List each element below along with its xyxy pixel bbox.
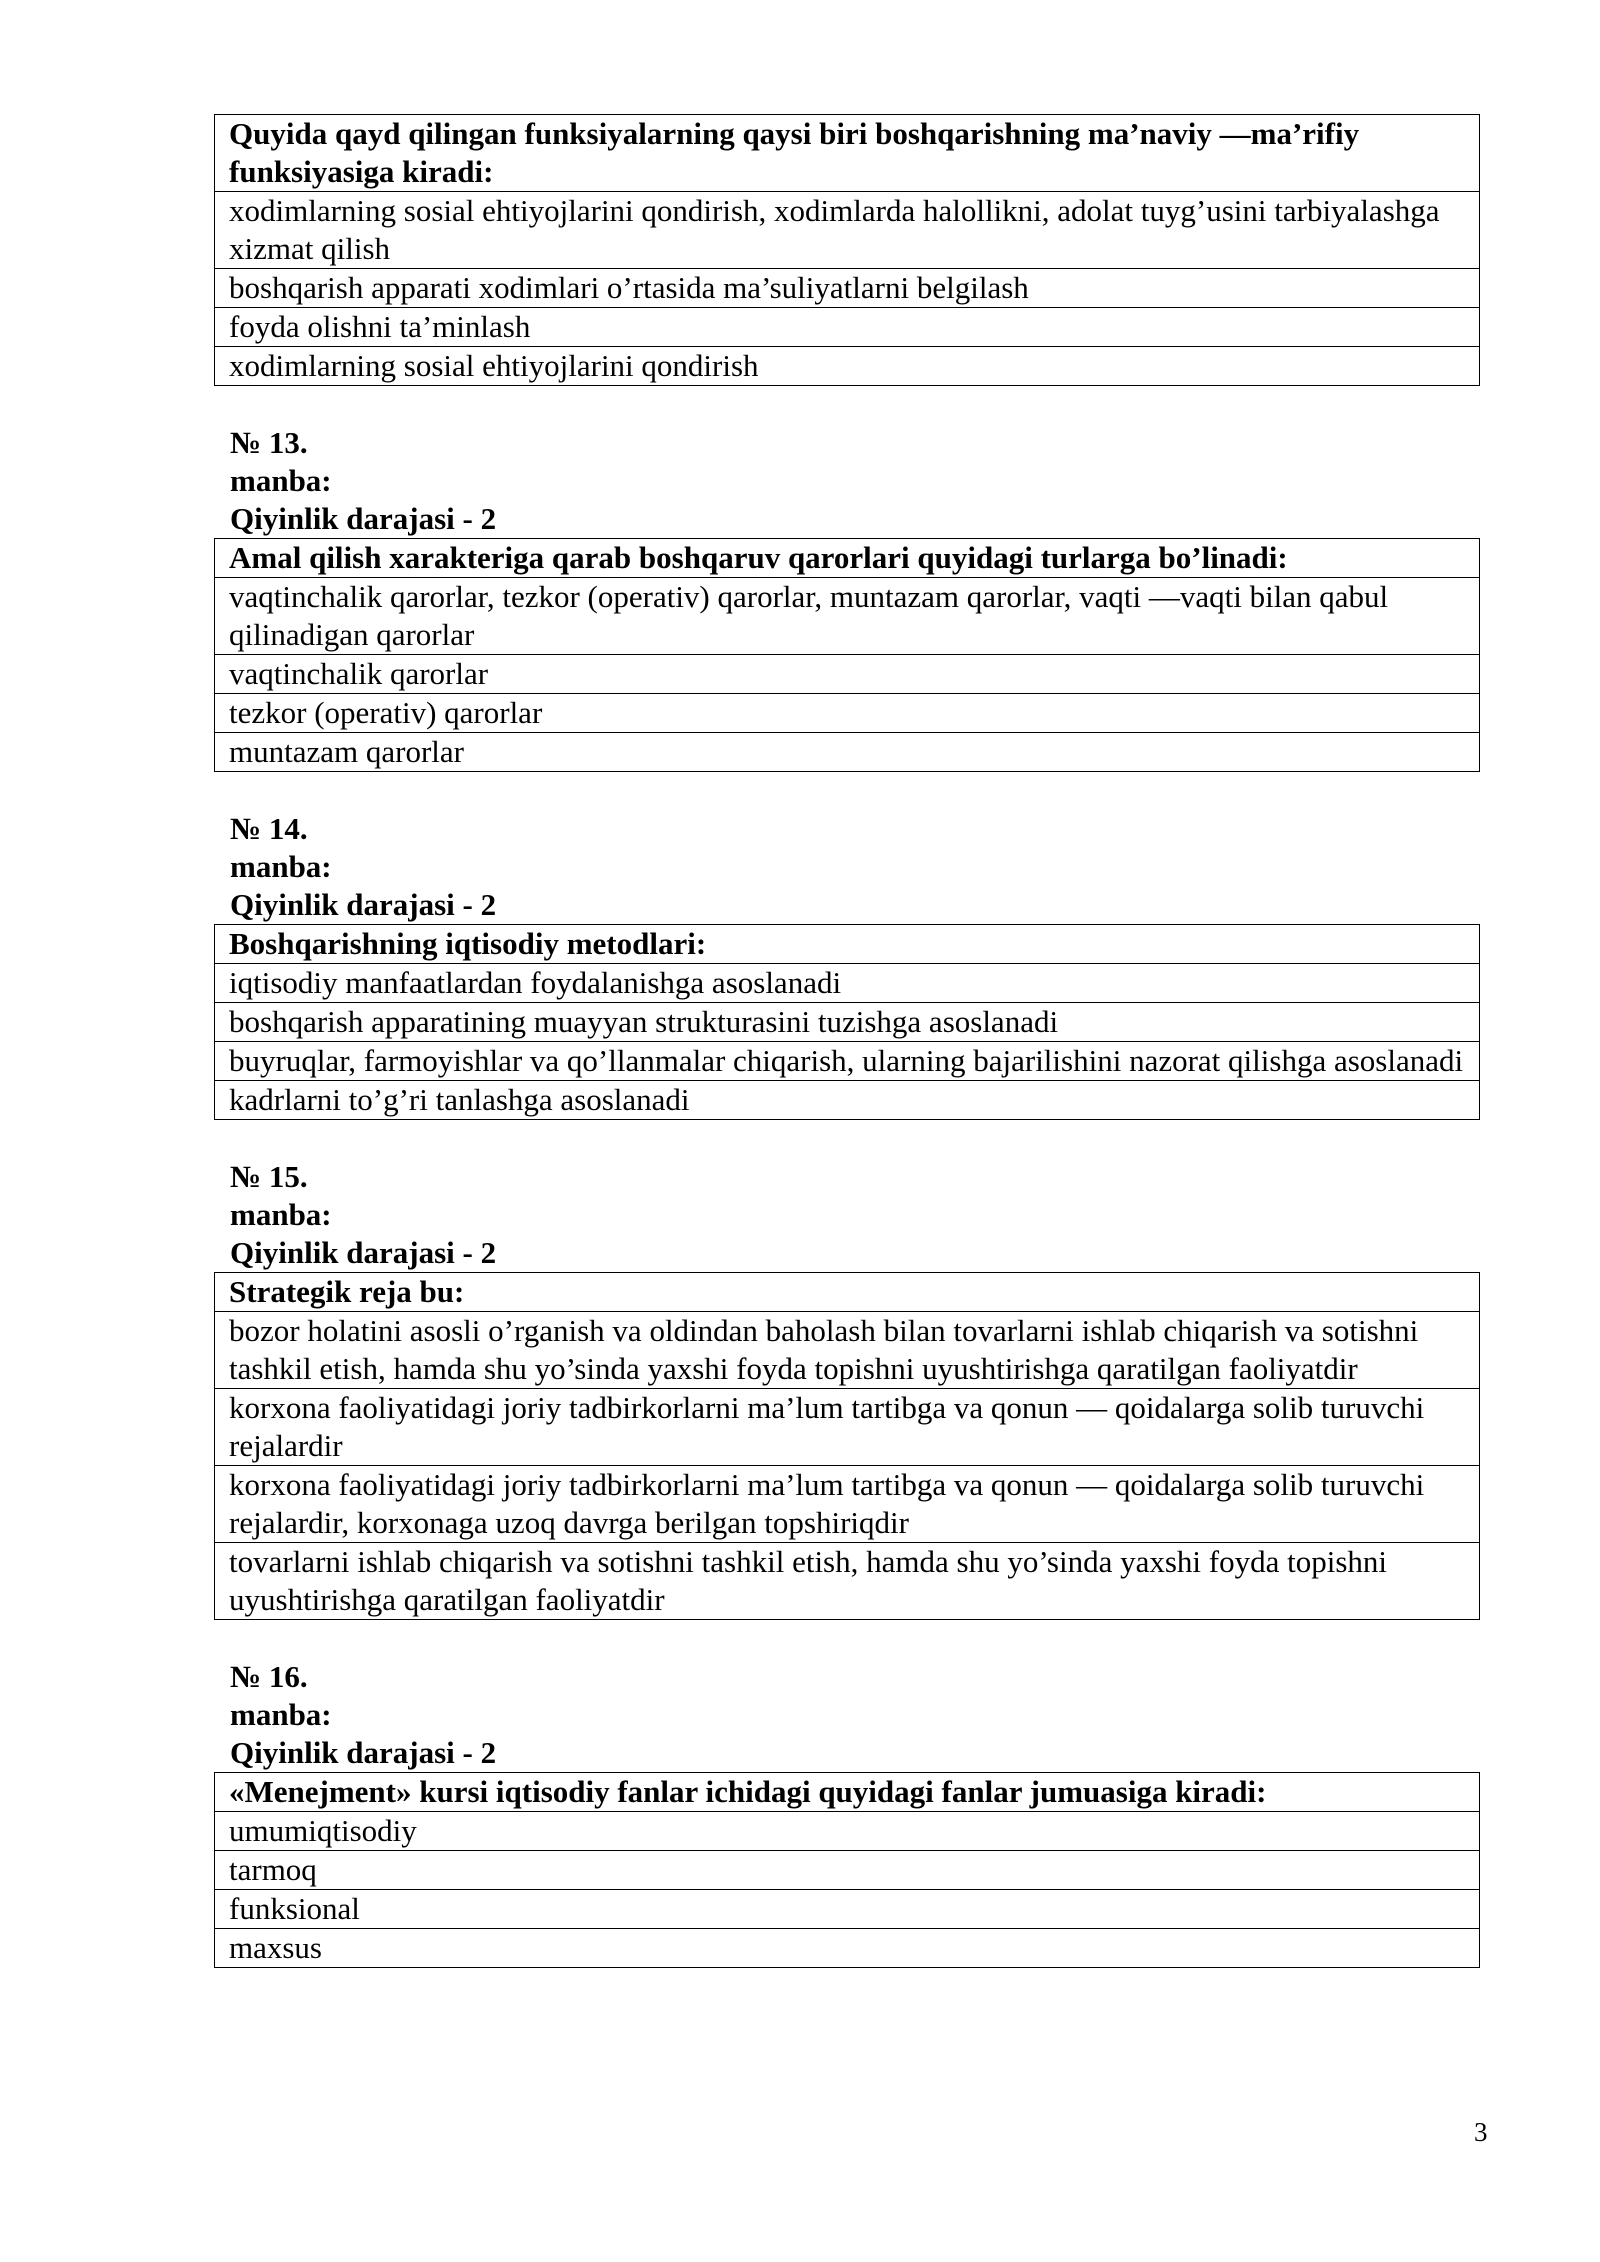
answer-row bbox=[215, 1003, 1480, 1042]
document-page bbox=[214, 114, 1480, 1968]
answer-row bbox=[215, 308, 1480, 347]
answer-text: xodimlarning sosial ehtiyojlarini qondirish, xodimlarda halollikni, adolat tuyg’usini tarbiyalashga xizmat qilish bbox=[215, 192, 1480, 269]
answer-text: iqtisodiy manfaatlardan foydalanishga asoslanadi bbox=[215, 964, 1480, 1003]
answer-row bbox=[215, 1081, 1480, 1120]
question-text: Amal qilish xarakteriga qarab boshqaruv qarorlari quyidagi turlarga bo’linadi: bbox=[215, 539, 1480, 578]
page-number: 3 bbox=[1474, 2117, 1488, 2147]
answer-row bbox=[215, 1042, 1480, 1081]
answer-text: tezkor (operativ) qarorlar bbox=[215, 694, 1480, 733]
question-row bbox=[215, 1273, 1480, 1312]
answer-text: bozor holatini asosli o’rganish va oldindan baholash bilan tovarlarni ishlab chiqarish va sotishni tashkil etish, hamda shu yo’sinda yaxshi foyda topishni uyushtirishga qaratilgan faoliyatdir bbox=[215, 1312, 1480, 1389]
answer-row bbox=[215, 269, 1480, 308]
question-row bbox=[215, 539, 1480, 578]
answer-row bbox=[215, 964, 1480, 1003]
answer-row bbox=[215, 347, 1480, 386]
answer-text: xodimlarning sosial ehtiyojlarini qondirish bbox=[215, 347, 1480, 386]
question-row bbox=[215, 115, 1480, 192]
answer-text: boshqarish apparatining muayyan strukturasini tuzishga asoslanadi bbox=[215, 1003, 1480, 1042]
question-text: Strategik reja bu: bbox=[215, 1273, 1480, 1312]
answer-text: tarmoq bbox=[215, 1851, 1480, 1890]
answer-row bbox=[215, 1312, 1480, 1389]
question-source: manba: bbox=[230, 849, 332, 884]
question-source: manba: bbox=[230, 1197, 332, 1232]
question-difficulty: Qiyinlik darajasi - 2 bbox=[230, 887, 497, 922]
question-table-16 bbox=[214, 1772, 1480, 1968]
answer-row bbox=[215, 1890, 1480, 1929]
question-source: manba: bbox=[230, 1697, 332, 1732]
question-table-14 bbox=[214, 924, 1480, 1120]
answer-text: maxsus bbox=[215, 1929, 1480, 1968]
question-row bbox=[215, 925, 1480, 964]
answer-text: vaqtinchalik qarorlar, tezkor (operativ) qarorlar, muntazam qarorlar, vaqti —vaqti bilan qabul qilinadigan qarorlar bbox=[215, 578, 1480, 655]
question-table-15 bbox=[214, 1272, 1480, 1620]
question-table-13 bbox=[214, 538, 1480, 772]
answer-text: foyda olishni ta’minlash bbox=[215, 308, 1480, 347]
question-text: Quyida qayd qilingan funksiyalarning qaysi biri boshqarishning ma’naviy —ma’rifiy funksiyasiga kiradi: bbox=[215, 115, 1480, 192]
answer-text: vaqtinchalik qarorlar bbox=[215, 655, 1480, 694]
question-source: manba: bbox=[230, 463, 332, 498]
question-number: № 16. bbox=[230, 1659, 308, 1694]
answer-row bbox=[215, 192, 1480, 269]
question-number: № 14. bbox=[230, 811, 308, 846]
answer-text: boshqarish apparati xodimlari o’rtasida ma’suliyatlarni belgilash bbox=[215, 269, 1480, 308]
answer-row bbox=[215, 1851, 1480, 1890]
question-row bbox=[215, 1773, 1480, 1812]
question-number: № 15. bbox=[230, 1159, 308, 1194]
answer-row bbox=[215, 1929, 1480, 1968]
answer-text: umumiqtisodiy bbox=[215, 1812, 1480, 1851]
question-text: «Menejment» kursi iqtisodiy fanlar ichidagi quyidagi fanlar jumuasiga kiradi: bbox=[215, 1773, 1480, 1812]
answer-text: korxona faoliyatidagi joriy tadbirkorlarni ma’lum tartibga va qonun — qoidalarga solib turuvchi rejalardir, korxonaga uzoq davrga berilgan topshiriqdir bbox=[215, 1466, 1480, 1543]
question-number: № 13. bbox=[230, 425, 308, 460]
answer-row bbox=[215, 1389, 1480, 1466]
question-difficulty: Qiyinlik darajasi - 2 bbox=[230, 1235, 497, 1270]
answer-text: kadrlarni to’g’ri tanlashga asoslanadi bbox=[215, 1081, 1480, 1120]
question-difficulty: Qiyinlik darajasi - 2 bbox=[230, 501, 497, 536]
answer-row bbox=[215, 733, 1480, 772]
answer-row bbox=[215, 578, 1480, 655]
answer-text: tovarlarni ishlab chiqarish va sotishni tashkil etish, hamda shu yo’sinda yaxshi foyda topishni uyushtirishga qaratilgan faoliyatdir bbox=[215, 1543, 1480, 1620]
answer-text: muntazam qarorlar bbox=[215, 733, 1480, 772]
answer-row bbox=[215, 694, 1480, 733]
answer-text: korxona faoliyatidagi joriy tadbirkorlarni ma’lum tartibga va qonun — qoidalarga solib turuvchi rejalardir bbox=[215, 1389, 1480, 1466]
question-text: Boshqarishning iqtisodiy metodlari: bbox=[215, 925, 1480, 964]
answer-row bbox=[215, 1543, 1480, 1620]
question-table-12 bbox=[214, 114, 1480, 386]
answer-text: funksional bbox=[215, 1890, 1480, 1929]
answer-text: buyruqlar, farmoyishlar va qo’llanmalar chiqarish, ularning bajarilishini nazorat qilishga asoslanadi bbox=[215, 1042, 1480, 1081]
answer-row bbox=[215, 1466, 1480, 1543]
answer-row bbox=[215, 655, 1480, 694]
answer-row bbox=[215, 1812, 1480, 1851]
question-difficulty: Qiyinlik darajasi - 2 bbox=[230, 1735, 497, 1770]
